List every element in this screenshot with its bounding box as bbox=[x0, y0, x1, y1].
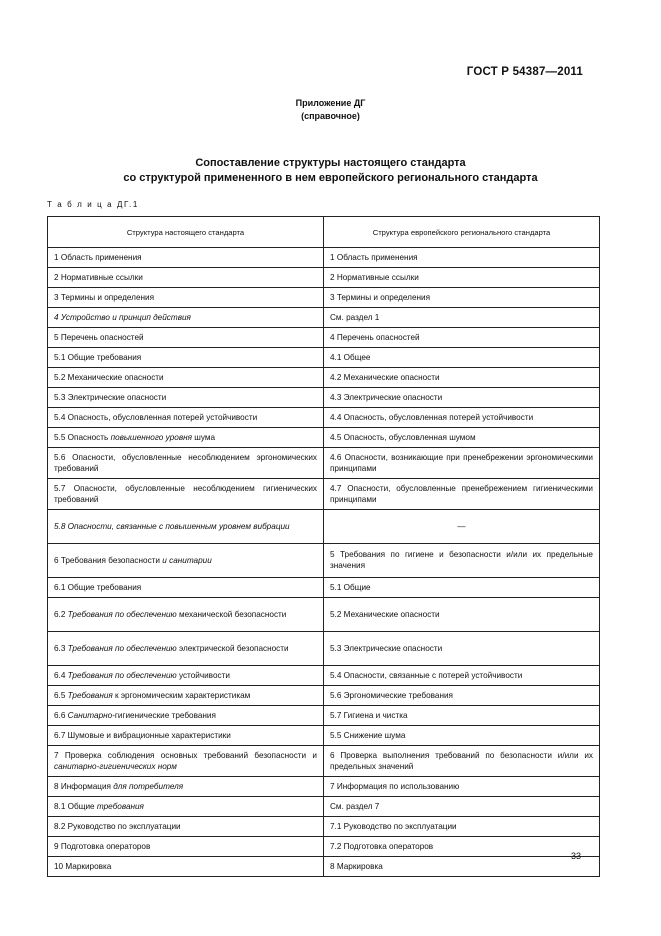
cell-text: 8.1 Общие bbox=[54, 801, 97, 811]
cell-text: 4.5 Опасность, обусловленная шумом bbox=[330, 432, 476, 442]
cell-european-standard bbox=[324, 598, 600, 632]
cell-text: шума bbox=[191, 432, 216, 442]
cell-european-standard bbox=[324, 510, 600, 544]
cell-this-standard bbox=[48, 288, 324, 308]
cell-european-standard bbox=[324, 479, 600, 510]
cell-european-standard bbox=[324, 666, 600, 686]
cell-this-standard bbox=[48, 706, 324, 726]
cell-text: 6.2 bbox=[54, 609, 68, 619]
cell-text: 5.2 Механические опасности bbox=[330, 609, 440, 619]
cell-european-standard bbox=[324, 268, 600, 288]
table-row bbox=[48, 578, 600, 598]
cell-text: Требования bbox=[67, 690, 113, 700]
table-caption: Т а б л и ц а ДГ.1 bbox=[47, 200, 139, 209]
cell-text: Требования по обеспечению bbox=[67, 609, 177, 619]
cell-this-standard bbox=[48, 328, 324, 348]
cell-text: 7.2 Подготовка операторов bbox=[330, 841, 434, 851]
cell-text: 4.2 Механические опасности bbox=[330, 372, 440, 382]
appendix-subtitle: (справочное) bbox=[301, 111, 360, 121]
cell-european-standard bbox=[324, 248, 600, 268]
cell-text: 4.3 Электрические опасности bbox=[330, 392, 443, 402]
cell-european-standard bbox=[324, 448, 600, 479]
table-row bbox=[48, 428, 600, 448]
cell-text: 6.3 bbox=[54, 643, 68, 653]
cell-text: 4 Устройство и принцип действия bbox=[54, 312, 191, 322]
cell-text: 5.1 Общие bbox=[330, 582, 371, 592]
table-row bbox=[48, 666, 600, 686]
cell-text: 4.6 Опасности, возникающие при пренебрежении эргономическими принципами bbox=[330, 452, 593, 473]
table-row bbox=[48, 348, 600, 368]
cell-text: Санитарно bbox=[67, 710, 113, 720]
table-row bbox=[48, 726, 600, 746]
cell-european-standard bbox=[324, 428, 600, 448]
cell-text: 3 Термины и определения bbox=[330, 292, 431, 302]
cell-text: устойчивости bbox=[176, 670, 230, 680]
cell-text: электрической безопасности bbox=[176, 643, 289, 653]
cell-text: 6.6 bbox=[54, 710, 68, 720]
cell-this-standard bbox=[48, 598, 324, 632]
cell-european-standard bbox=[324, 288, 600, 308]
document-title bbox=[0, 156, 661, 186]
cell-text: 5.8 Опасности, связанные с повышенным уровнем вибрации bbox=[54, 521, 290, 531]
cell-european-standard bbox=[324, 632, 600, 666]
cell-text: -гигиенические требования bbox=[112, 710, 216, 720]
cell-european-standard bbox=[324, 777, 600, 797]
cell-text: 8 Информация bbox=[54, 781, 114, 791]
header-european-standard: Структура европейского регионального стандарта bbox=[324, 217, 600, 248]
cell-text: 5.5 Снижение шума bbox=[330, 730, 406, 740]
cell-text: 8.2 Руководство по эксплуатации bbox=[54, 821, 181, 831]
table-body bbox=[48, 248, 600, 877]
cell-text: 5.4 Опасности, связанные с потерей устойчивости bbox=[330, 670, 523, 680]
cell-european-standard bbox=[324, 408, 600, 428]
cell-text: для потребителя bbox=[113, 781, 184, 791]
table-row bbox=[48, 797, 600, 817]
cell-european-standard bbox=[324, 328, 600, 348]
cell-text: и санитарии bbox=[162, 555, 212, 565]
table-row bbox=[48, 268, 600, 288]
cell-text: 7.1 Руководство по эксплуатации bbox=[330, 821, 457, 831]
cell-this-standard bbox=[48, 686, 324, 706]
table-row bbox=[48, 686, 600, 706]
cell-text: 6.4 bbox=[54, 670, 68, 680]
cell-text: 6.1 Общие требования bbox=[54, 582, 142, 592]
table-row bbox=[48, 746, 600, 777]
cell-text: 5.7 Опасности, обусловленные несоблюдением гигиенических требований bbox=[54, 483, 317, 504]
cell-this-standard bbox=[48, 797, 324, 817]
cell-this-standard bbox=[48, 368, 324, 388]
cell-text: 6 Проверка выполнения требований по безопасности и/или их предельных значений bbox=[330, 750, 593, 771]
table-row bbox=[48, 817, 600, 837]
table-row bbox=[48, 328, 600, 348]
cell-text: 5.7 Гигиена и чистка bbox=[330, 710, 408, 720]
cell-text: требования bbox=[96, 801, 144, 811]
cell-text: 1 Область применения bbox=[330, 252, 418, 262]
cell-european-standard bbox=[324, 348, 600, 368]
cell-text: 5 Требования по гигиене и безопасности и/или их предельные значения bbox=[330, 550, 593, 570]
document-title-line-1: Сопоставление структуры настоящего стандарта bbox=[195, 157, 466, 169]
cell-european-standard bbox=[324, 544, 600, 578]
cell-this-standard bbox=[48, 578, 324, 598]
cell-this-standard bbox=[48, 544, 324, 578]
cell-this-standard bbox=[48, 666, 324, 686]
cell-this-standard bbox=[48, 408, 324, 428]
table-row bbox=[48, 837, 600, 857]
cell-this-standard bbox=[48, 726, 324, 746]
document-title-line-2: со структурой примененного в нем европейского регионального стандарта bbox=[123, 172, 538, 184]
cell-text: повышенного уровня bbox=[110, 432, 192, 442]
cell-text: 5.5 Опасность bbox=[54, 432, 111, 442]
cell-this-standard bbox=[48, 428, 324, 448]
cell-text: 6.5 bbox=[54, 690, 68, 700]
cell-this-standard bbox=[48, 817, 324, 837]
cell-european-standard bbox=[324, 686, 600, 706]
cell-text: 5.6 Эргономические требования bbox=[330, 690, 453, 700]
cell-text: 2 Нормативные ссылки bbox=[330, 272, 419, 282]
cell-european-standard bbox=[324, 388, 600, 408]
cell-european-standard bbox=[324, 726, 600, 746]
cell-european-standard bbox=[324, 578, 600, 598]
comparison-table bbox=[47, 216, 600, 877]
cell-this-standard bbox=[48, 746, 324, 777]
cell-text: 7 Проверка соблюдения основных требований безопасности и bbox=[54, 750, 317, 760]
cell-text: 5.4 Опасность, обусловленная потерей устойчивости bbox=[54, 412, 258, 422]
cell-this-standard bbox=[48, 308, 324, 328]
cell-text: 3 Термины и определения bbox=[54, 292, 155, 302]
table-row bbox=[48, 388, 600, 408]
table-row bbox=[48, 248, 600, 268]
cell-this-standard bbox=[48, 510, 324, 544]
cell-european-standard bbox=[324, 797, 600, 817]
cell-european-standard bbox=[324, 817, 600, 837]
cell-text: Требования по обеспечению bbox=[67, 643, 177, 653]
cell-this-standard bbox=[48, 837, 324, 857]
cell-this-standard bbox=[48, 777, 324, 797]
table-row bbox=[48, 308, 600, 328]
table-row bbox=[48, 479, 600, 510]
table-row bbox=[48, 857, 600, 877]
cell-text: 5.6 Опасности, обусловленные несоблюдением эргономических требований bbox=[54, 452, 317, 473]
cell-european-standard bbox=[324, 706, 600, 726]
cell-text: 4.1 Общее bbox=[330, 352, 371, 362]
cell-text: 6.7 Шумовые и вибрационные характеристики bbox=[54, 730, 231, 740]
cell-this-standard bbox=[48, 479, 324, 510]
cell-text: санитарно-гигиенических норм bbox=[54, 761, 177, 771]
table-row bbox=[48, 368, 600, 388]
cell-text: к эргономическим характеристикам bbox=[112, 690, 251, 700]
cell-text: 2 Нормативные ссылки bbox=[54, 272, 143, 282]
appendix-heading bbox=[0, 97, 661, 123]
cell-this-standard bbox=[48, 448, 324, 479]
cell-text: 5.3 Электрические опасности bbox=[330, 643, 443, 653]
cell-european-standard bbox=[324, 837, 600, 857]
table-header-row bbox=[48, 217, 600, 248]
cell-this-standard bbox=[48, 268, 324, 288]
cell-this-standard bbox=[48, 388, 324, 408]
cell-text: 10 Маркировка bbox=[54, 861, 112, 871]
table-row bbox=[48, 288, 600, 308]
table-row bbox=[48, 598, 600, 632]
cell-european-standard bbox=[324, 368, 600, 388]
cell-text: 1 Область применения bbox=[54, 252, 142, 262]
cell-text: 4.7 Опасности, обусловленные пренебрежением гигиеническими принципами bbox=[330, 483, 593, 504]
cell-text: 7 Информация по использованию bbox=[330, 781, 460, 791]
standard-number: ГОСТ Р 54387—2011 bbox=[466, 66, 583, 78]
table-row bbox=[48, 706, 600, 726]
cell-this-standard bbox=[48, 348, 324, 368]
cell-european-standard bbox=[324, 308, 600, 328]
cell-text: 5.1 Общие требования bbox=[54, 352, 142, 362]
cell-text: 6 Требования безопасности bbox=[54, 555, 163, 565]
table-row bbox=[48, 408, 600, 428]
page-number: 33 bbox=[570, 851, 581, 861]
cell-text: См. раздел 1 bbox=[330, 312, 380, 322]
cell-this-standard bbox=[48, 857, 324, 877]
cell-text: 4.4 Опасность, обусловленная потерей устойчивости bbox=[330, 412, 534, 422]
cell-european-standard bbox=[324, 746, 600, 777]
table-row bbox=[48, 510, 600, 544]
cell-text: 5 Перечень опасностей bbox=[54, 332, 144, 342]
cell-text: — bbox=[457, 521, 466, 531]
cell-text: 5.3 Электрические опасности bbox=[54, 392, 167, 402]
cell-text: 9 Подготовка операторов bbox=[54, 841, 151, 851]
table-row bbox=[48, 448, 600, 479]
appendix-title: Приложение ДГ bbox=[295, 98, 366, 108]
cell-text: Требования по обеспечению bbox=[67, 670, 177, 680]
cell-text: механической безопасности bbox=[176, 609, 287, 619]
table-row bbox=[48, 777, 600, 797]
table-row bbox=[48, 544, 600, 578]
table-row bbox=[48, 632, 600, 666]
cell-text: 5.2 Механические опасности bbox=[54, 372, 164, 382]
cell-this-standard bbox=[48, 248, 324, 268]
cell-european-standard bbox=[324, 857, 600, 877]
cell-text: 8 Маркировка bbox=[330, 861, 383, 871]
cell-text: См. раздел 7 bbox=[330, 801, 380, 811]
cell-text: 4 Перечень опасностей bbox=[330, 332, 420, 342]
header-this-standard: Структура настоящего стандарта bbox=[48, 217, 324, 248]
cell-this-standard bbox=[48, 632, 324, 666]
